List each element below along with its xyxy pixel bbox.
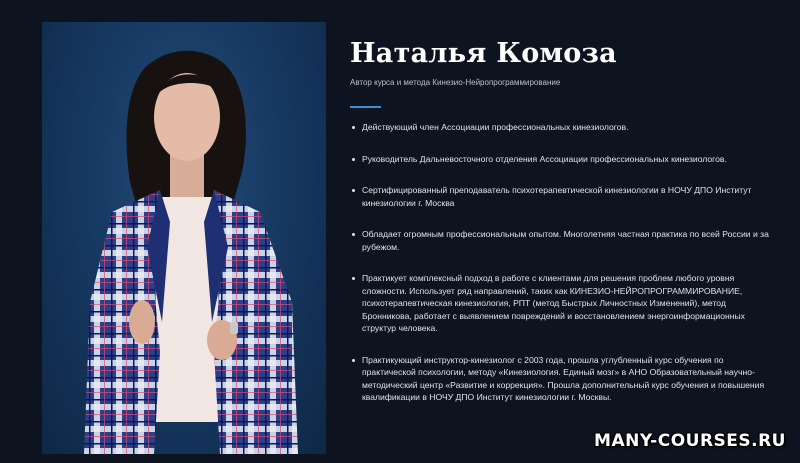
list-item: Обладает огромным профессиональным опытом. Многолетняя частная практика по всей России и за рубежом. [350,228,770,253]
portrait-photo [42,22,326,454]
author-name: Наталья Комоза [350,38,617,69]
list-item: Руководитель Дальневосточного отделения Ассоциации профессиональных кинезиологов. [350,153,770,166]
list-item: Практикующий инструктор-кинезиолог с 2003 года, прошла углубленный курс обучения по практической психологии, методу «Кинезиология. Единый мозг» в АНО Образовательный научно-методический центр «Развитие и коррекция». Прошла дополнительный курс обучения и повышения квалификации в НОЧУ ДПО Институт кинезиологии г. Москвы. [350,354,770,404]
list-item: Сертифицированный преподаватель психотерапевтической кинезиологии в НОЧУ ДПО Институт кинезиологии г. Москва [350,184,770,209]
profile-section [350,38,770,423]
portrait-illustration [42,22,326,454]
list-item: Действующий член Ассоциации профессиональных кинезиологов. [350,121,770,134]
facts-list [350,121,770,404]
watermark-text: MANY-COURSES.RU [594,431,786,451]
list-item: Практикует комплексный подход в работе с клиентами для решения проблем любого уровня сложности. Использует ряд направлений, таких как КИНЕЗИО-НЕЙРОПРОГРАММИРОВАНИЕ, психотерапевтическая кинезиология, РПТ (метод Быстрых Личностных Изменений), метод Бронникова, работает с выявлением повреждений и восстановлением энергоинформационных структур человека. [350,272,770,335]
author-subtitle: Автор курса и метода Кинезио-Нейропрограммирование [350,78,561,87]
accent-divider [350,106,381,108]
